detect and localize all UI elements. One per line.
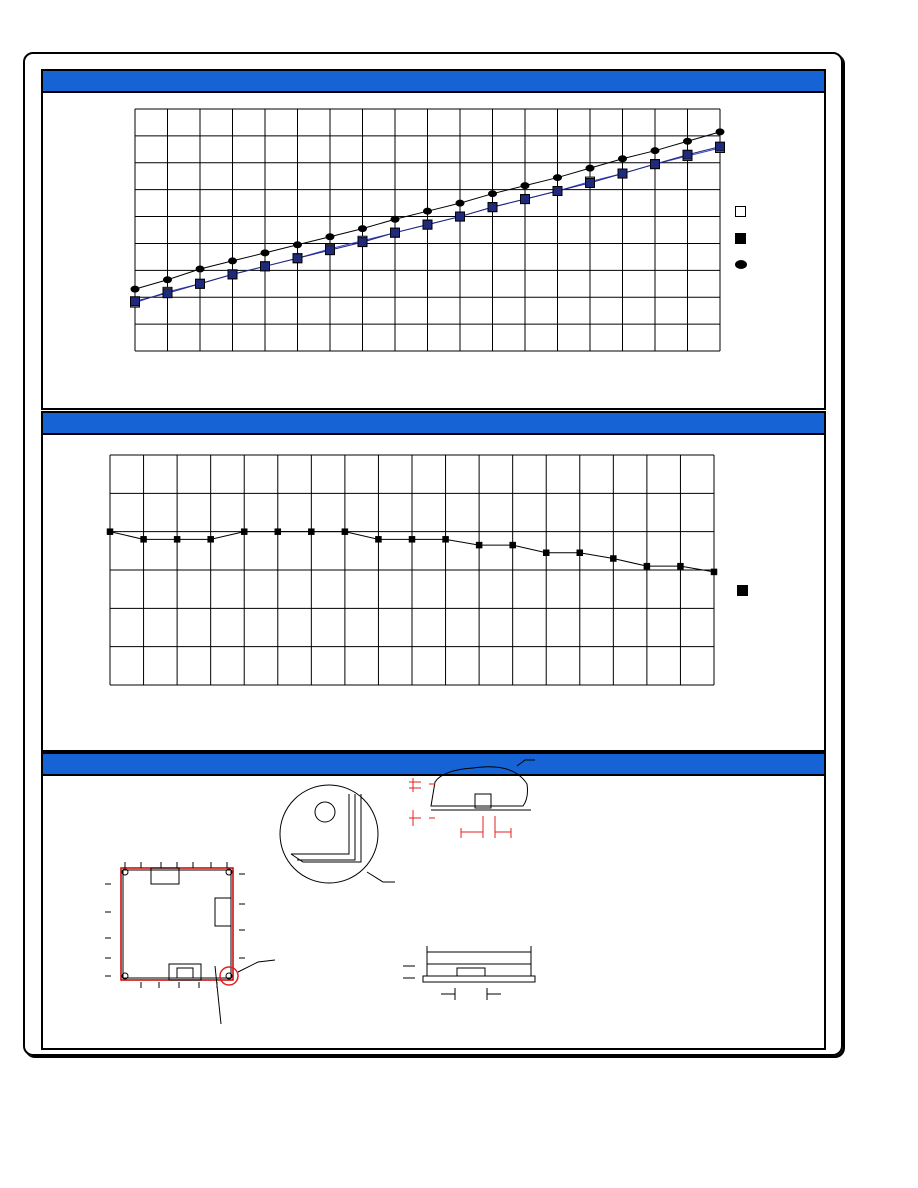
- data-point: [586, 178, 595, 187]
- board-ticks-bottom: [141, 982, 217, 988]
- data-point: [443, 536, 449, 542]
- data-point: [196, 265, 205, 272]
- data-point: [577, 550, 583, 556]
- chart-middle: [43, 413, 824, 750]
- open-square-marker-icon: [735, 206, 746, 217]
- data-point: [293, 254, 302, 263]
- data-point: [275, 529, 281, 535]
- data-point: [308, 529, 314, 535]
- section-profile: [431, 767, 528, 806]
- data-point: [196, 279, 205, 288]
- filled-square-marker-icon: [737, 585, 748, 596]
- dim-horizontal-2: [495, 828, 511, 838]
- data-point: [711, 569, 717, 575]
- data-point: [358, 225, 367, 232]
- data-point: [476, 542, 482, 548]
- section-leader: [517, 760, 535, 766]
- data-point: [651, 147, 660, 154]
- data-point: [228, 270, 237, 279]
- detail-circle: [280, 785, 378, 883]
- side-extent: [427, 946, 531, 964]
- dim-vertical-2: [409, 810, 421, 826]
- data-point: [543, 550, 549, 556]
- data-point: [163, 289, 172, 298]
- side-dims: [441, 988, 501, 1000]
- data-point: [618, 169, 627, 178]
- data-point: [131, 297, 140, 306]
- data-point: [141, 536, 147, 542]
- data-point: [228, 257, 237, 264]
- data-point: [618, 155, 627, 162]
- board-ticks-right: [239, 874, 245, 958]
- data-point: [293, 241, 302, 248]
- corner-leader: [238, 960, 275, 972]
- data-point: [521, 195, 530, 204]
- data-point: [683, 150, 692, 159]
- panel-middle: [41, 411, 826, 752]
- data-point: [644, 563, 650, 569]
- data-point: [208, 536, 214, 542]
- filled-oval-marker-icon: [735, 260, 747, 269]
- panel-bottom: [41, 752, 826, 1050]
- data-point: [342, 529, 348, 535]
- data-point: [261, 249, 270, 256]
- technical-drawing: [43, 754, 824, 1048]
- connector-right: [215, 898, 231, 926]
- detail-leader: [367, 872, 395, 882]
- data-point: [521, 182, 530, 189]
- data-point: [107, 529, 113, 535]
- corner-callout: [220, 967, 238, 985]
- side-body: [427, 964, 531, 976]
- data-point: [358, 238, 367, 247]
- board-ticks-top: [125, 862, 227, 868]
- data-point: [488, 190, 497, 197]
- data-point: [488, 203, 497, 212]
- dim-horizontal-1: [461, 828, 483, 838]
- data-point: [423, 208, 432, 215]
- dim-vertical-1: [409, 778, 421, 792]
- data-point: [677, 563, 683, 569]
- data-point: [326, 233, 335, 240]
- data-point: [261, 262, 270, 271]
- detail-hole: [315, 802, 335, 822]
- data-point: [174, 536, 180, 542]
- chart-top: [43, 71, 824, 408]
- data-point: [375, 536, 381, 542]
- data-point: [326, 246, 335, 255]
- detail-corner-inner: [297, 794, 355, 860]
- data-point: [456, 200, 465, 207]
- data-point: [409, 536, 415, 542]
- data-point: [510, 542, 516, 548]
- data-point: [716, 142, 725, 151]
- filled-square-marker-icon: [735, 233, 746, 244]
- data-point: [131, 286, 140, 293]
- board-outline: [121, 868, 233, 980]
- data-point: [683, 138, 692, 145]
- data-point: [423, 220, 432, 229]
- data-point: [610, 556, 616, 562]
- side-part: [457, 968, 485, 976]
- data-point: [391, 228, 400, 237]
- data-point: [163, 276, 172, 283]
- data-point: [553, 187, 562, 196]
- panel-top: [41, 69, 826, 410]
- connector-bottom-inner: [177, 968, 193, 978]
- side-left-ticks: [403, 966, 415, 978]
- data-point: [241, 529, 247, 535]
- data-point: [456, 212, 465, 221]
- data-point: [586, 165, 595, 172]
- data-point: [391, 216, 400, 223]
- side-base: [423, 976, 535, 982]
- data-point: [553, 174, 562, 181]
- data-point: [651, 160, 660, 169]
- data-point: [716, 128, 725, 135]
- detail-corner-fill: [291, 794, 361, 862]
- board-ticks-left: [105, 884, 111, 976]
